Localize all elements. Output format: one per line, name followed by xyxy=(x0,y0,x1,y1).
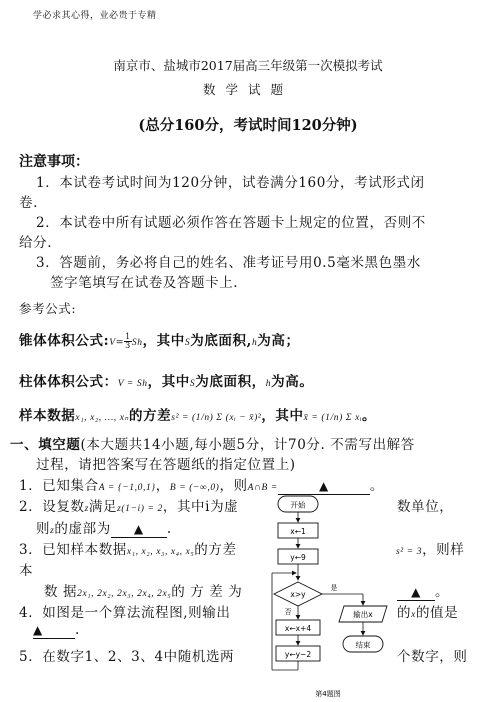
question-4-right: 的x的值是 xyxy=(397,605,459,621)
question-2: 2．设复数z满足z(1−i) = 2，其中i为虚 xyxy=(19,499,239,515)
variance-formula-line: 样本数据x₁, x₂, …, xₙ的方差s² = (1/n) Σ (xᵢ − x̄)²，其中x̄ = (1/n) Σ xᵢ。 xyxy=(19,408,377,424)
q2-answer-blank: ▲ xyxy=(111,521,167,538)
question-3-answer: ▲ 。 xyxy=(397,580,449,601)
exam-title: 南京市、盐城市2017届高三年级第一次模拟考试 xyxy=(113,58,383,73)
question-5-right: 个数字，则 xyxy=(397,649,468,665)
flow-decision-label: x>y xyxy=(290,590,306,599)
question-3-line3: 数 据2x₁, 2x₂, 2x₃, 2x₄, 2x₅的 方 差 为 xyxy=(44,584,243,600)
notice-item-1-cont: 卷. xyxy=(19,195,38,211)
notice-item-1: 1．本试卷考试时间为120分钟，试卷满分160分，考试形式闭 xyxy=(36,175,425,191)
question-5: 5．在数字1、2、3、4中随机选两 xyxy=(19,649,235,665)
q3-answer-blank: ▲ xyxy=(397,584,435,601)
flow-end-label: 结束 xyxy=(355,640,371,650)
algorithm-flowchart xyxy=(262,488,402,702)
flow-step-y-init-label: y←9 xyxy=(290,553,306,562)
q1-set-a: A = {−1,0,1} xyxy=(98,483,156,493)
notice-heading: 注意事项： xyxy=(19,154,89,170)
mean-formula: x̄ = (1/n) Σ xᵢ xyxy=(303,413,362,423)
variance-formula: s² = (1/n) Σ (xᵢ − x̄)² xyxy=(171,413,262,423)
exam-subtitle: (总分160分，考试时间120分钟) xyxy=(138,117,358,134)
question-1: 1．已知集合A = {−1,0,1}，B = (−∞,0)，则A∩B = ▲ 。 xyxy=(19,478,385,494)
flow-yes-label: 是 xyxy=(330,584,338,592)
q2-equation: z(1−i) = 2 xyxy=(117,504,163,514)
variance-vars: x₁, x₂, …, xₙ xyxy=(75,413,129,423)
cylinder-formula: V = Sh xyxy=(117,379,148,389)
notice-item-2-cont: 给分. xyxy=(19,235,53,251)
flow-step-y-update-label: y←y−2 xyxy=(284,650,312,659)
flow-step-x-update-label: x←x+4 xyxy=(284,624,312,633)
section-1-heading: 一、填空题 xyxy=(10,437,81,453)
section-1-desc: (本大题共14小题,每小题5分，计70分. 不需写出解答 xyxy=(80,437,415,453)
q3-vars-doubled: 2x₁, 2x₂, 2x₃, 2x₄, 2x₅ xyxy=(77,589,172,599)
flowchart-caption: 第4题图 xyxy=(315,690,341,698)
cone-sh: Sh xyxy=(131,338,143,348)
question-2-cont: 则z的虚部为 ▲ . xyxy=(36,521,172,537)
q4-answer-blank: ▲ xyxy=(33,622,75,639)
question-3: 3．已知样本数据x₁, x₂, x₃, x₄, x₅的方差 xyxy=(19,542,237,558)
section-1-desc-cont: 过程，请把答案写在答题纸的指定位置上) xyxy=(36,457,296,473)
variance-label: 样本数据 xyxy=(19,408,76,424)
flow-no-label: 否 xyxy=(284,608,292,616)
notice-item-3-cont: 签字笔填写在试卷及答题卡上. xyxy=(50,275,239,291)
section-1-heading-line xyxy=(10,433,415,453)
question-3-right: s² = 3，则样 xyxy=(396,542,465,558)
flow-start-label: 开始 xyxy=(290,500,306,510)
question-4-answer: ▲ . xyxy=(33,622,80,638)
q3-vars: x₁, x₂, x₃, x₄, x₅ xyxy=(126,547,195,557)
formula-heading: 参考公式: xyxy=(19,301,77,316)
cone-eq: = xyxy=(115,337,125,348)
notice-item-2: 2．本试卷中所有试题必须作答在答题卡上规定的位置，否则不 xyxy=(36,215,426,231)
flow-step-x-init-label: x←1 xyxy=(290,527,306,536)
question-2-right: 数单位， xyxy=(397,499,454,515)
page-header-note: 学必求其心得，业必贵于专精 xyxy=(33,11,157,21)
subject-title: 数学试题 xyxy=(202,82,293,97)
notice-item-3: 3．答题前，务必将自己的姓名、准考证号用0.5毫米黑色墨水 xyxy=(36,255,421,271)
cone-fraction: $\frac{1}{3}$ xyxy=(125,332,131,350)
question-4: 4．如图是一个算法流程图,则输出 xyxy=(19,605,231,621)
question-3-cont: 本 xyxy=(19,563,34,579)
q1-answer-blank: ▲ xyxy=(278,478,370,495)
cone-v: V xyxy=(109,338,116,348)
flow-output-label: 输出x xyxy=(353,610,373,619)
cone-formula-line: 锥体体积公式:V= $\frac{1}{3}$ Sh，其中S为底面积,h为高； xyxy=(19,332,300,350)
cylinder-formula-line: 柱体体积公式：V = Sh，其中S为底面积，h为高。 xyxy=(19,374,314,390)
q3-variance-value: s² = 3 xyxy=(396,547,423,557)
cylinder-label: 柱体体积公式： xyxy=(19,374,118,390)
cone-label: 锥体体积公式: xyxy=(19,333,110,349)
q1-set-b: B = (−∞,0) xyxy=(169,483,220,493)
